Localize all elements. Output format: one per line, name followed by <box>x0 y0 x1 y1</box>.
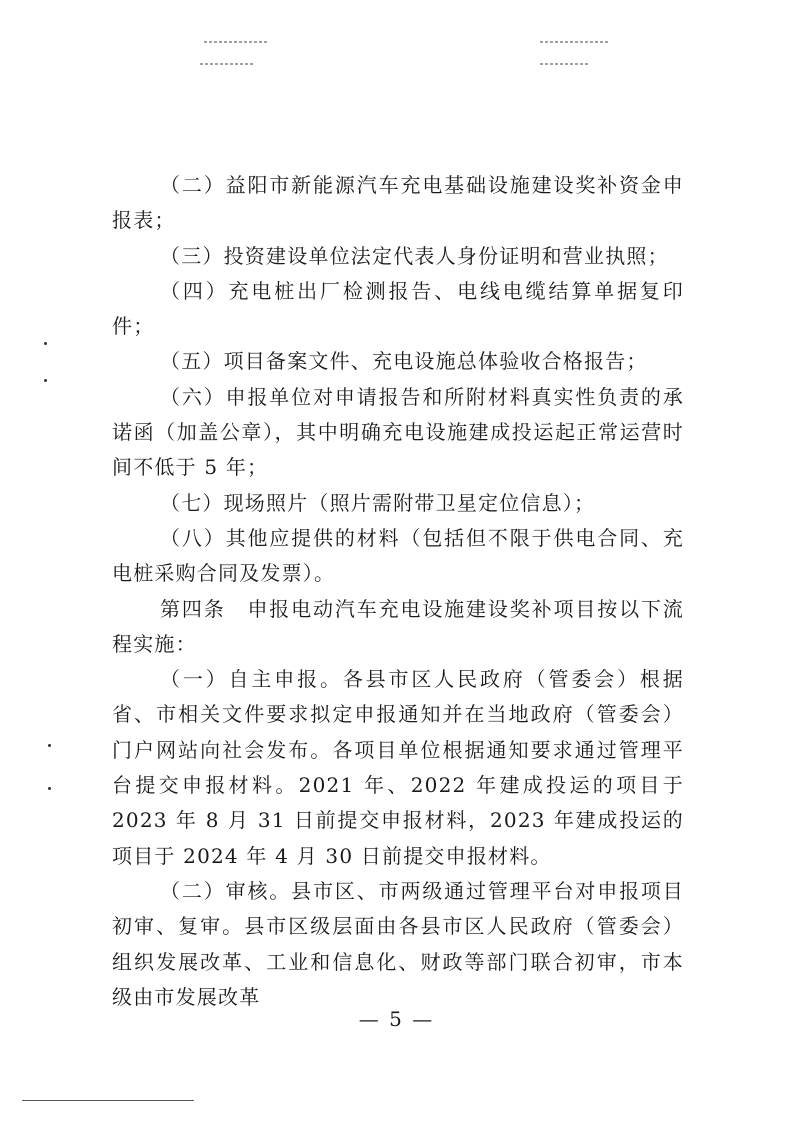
scan-speck <box>44 342 47 345</box>
paragraph-item-7: （七）现场照片（照片需附带卫星定位信息）； <box>160 490 596 515</box>
scan-speck <box>48 787 51 790</box>
scan-speck <box>44 379 47 382</box>
paragraph-item-5: （五）项目备案文件、充电设施总体验收合格报告； <box>160 349 648 374</box>
scan-speck <box>48 744 51 747</box>
scan-artifact <box>540 41 610 43</box>
scan-artifact <box>204 41 268 43</box>
scan-artifact <box>200 63 254 65</box>
article-four: 第四条 申报电动汽车充电设施建设奖补项目按以下流程实施： <box>112 596 684 656</box>
body-text <box>112 168 692 1015</box>
footer-rule <box>22 1100 194 1101</box>
paragraph-item-4: （四）充电桩出厂检测报告、电线电缆结算单据复印件； <box>112 278 684 339</box>
paragraph-item-6: （六）申报单位对申请报告和所附材料真实性负责的承诺函（加盖公章），其中明确充电设施建成投运起正常运营时间不低于 5 年； <box>112 384 684 480</box>
page-number: — 5 — <box>358 1007 435 1031</box>
paragraph-item-8: （八）其他应提供的材料（包括但不限于供电合同、充电桩采购合同及发票）。 <box>112 525 684 586</box>
procedure-self-declaration: （一）自主申报。各县市区人民政府（管委会）根据省、市相关文件要求拟定申报通知并在当地政府（管委会）门户网站向社会发布。各项目单位根据通知要求通过管理平台提交申报材料。2021 年、2022 年建成投运的项目于 2023 年 8 月 31 日前提交申报材料，2023 年建成投运的项目于 2024 年 4 月 30 日前提交申报材料。 <box>112 667 692 868</box>
paragraph-item-3: （三）投资建设单位法定代表人身份证明和营业执照； <box>160 243 669 268</box>
paragraph-item-2: （二）益阳市新能源汽车充电基础设施建设奖补资金申报表； <box>112 173 684 233</box>
procedure-review: （二）审核。县市区、市两级通过管理平台对申报项目初审、复审。县市区级层面由各县市区人民政府（管委会）组织发展改革、工业和信息化、财政等部门联合初审，市本级由市发展改革 <box>112 878 684 1009</box>
scan-artifact <box>540 63 590 65</box>
